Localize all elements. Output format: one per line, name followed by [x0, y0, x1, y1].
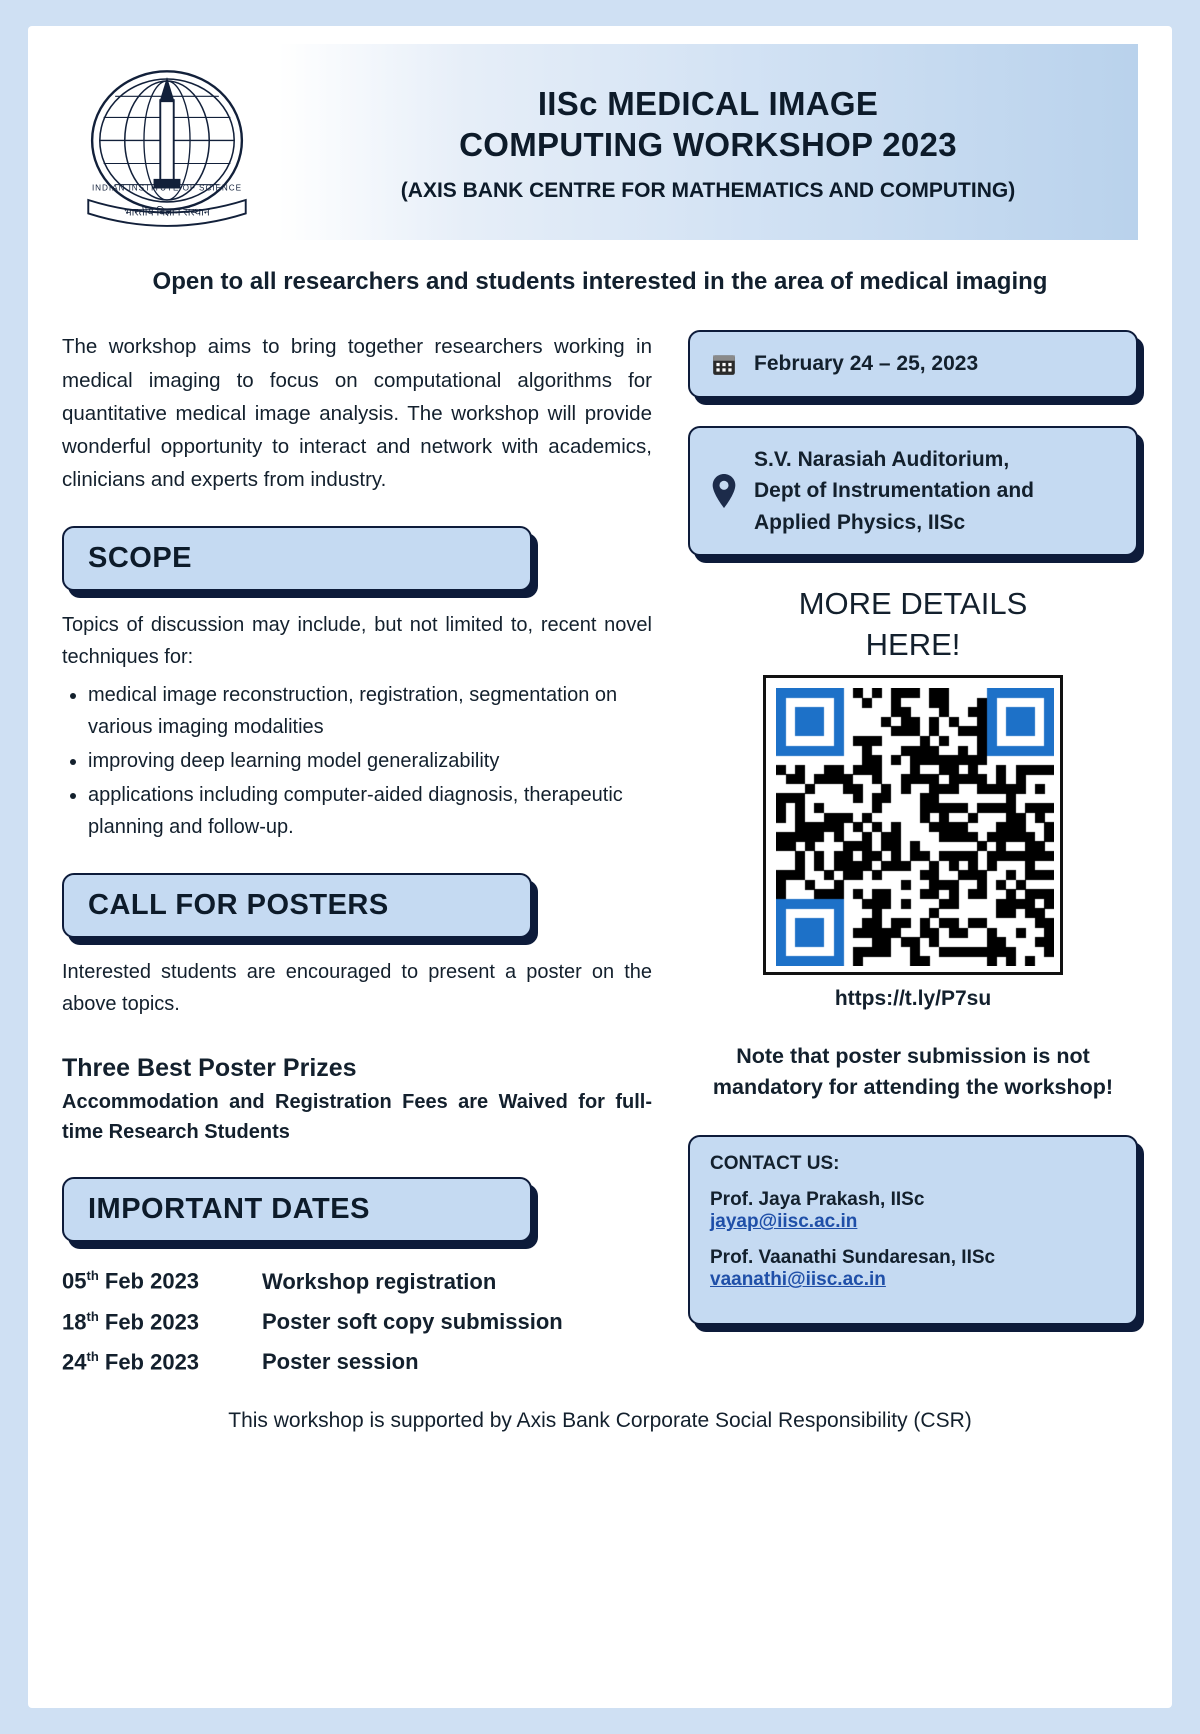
title-line-1: IISc MEDICAL IMAGE	[537, 84, 879, 122]
iisc-logo-icon	[71, 54, 263, 250]
date-row	[62, 1268, 652, 1294]
venue-line-1: S.V. Narasiah Auditorium,	[754, 447, 1010, 471]
date-number: 18	[62, 1309, 87, 1335]
title-centre-name: (AXIS BANK CENTRE FOR MATHEMATICS AND COMPUTING)	[400, 179, 1016, 203]
scope-lead-text: Topics of discussion may include, but not limited to, recent novel techniques for:	[62, 614, 652, 669]
important-dates-list	[62, 1268, 652, 1375]
contact-box	[688, 1135, 1138, 1325]
list-item: • applications including computer-aided diagnosis, therapeutic planning and follow-up.	[88, 779, 652, 843]
date-label: Poster soft copy submission	[262, 1309, 563, 1335]
scope-bullet-list	[62, 679, 652, 843]
date-label: Poster session	[262, 1349, 419, 1375]
scope-banner-label: SCOPE	[88, 542, 193, 575]
prize-text: Accommodation and Registration Fees are Waived for full-time Research Students	[62, 1091, 652, 1144]
right-column	[688, 330, 1138, 1389]
poster-header	[62, 44, 1138, 252]
date-number: 24	[62, 1349, 87, 1375]
venue-text	[754, 444, 1034, 539]
page-title	[296, 83, 1120, 166]
workshop-dates-text: February 24 – 25, 2023	[754, 352, 979, 376]
left-column	[62, 330, 652, 1389]
content-columns	[62, 330, 1138, 1389]
date-suffix: th	[86, 1349, 99, 1365]
open-to-all-line: Open to all researchers and students interested in the area of medical imaging	[152, 268, 1048, 295]
date-value	[62, 1349, 262, 1375]
date-month-year: Feb 2023	[98, 1349, 200, 1375]
call-for-posters-label: CALL FOR POSTERS	[88, 889, 389, 922]
important-dates-banner	[62, 1177, 532, 1242]
date-month-year: Feb 2023	[98, 1268, 200, 1294]
qr-container	[688, 675, 1138, 975]
date-suffix: th	[86, 1268, 99, 1284]
venue-line-2: Dept of Instrumentation and	[754, 479, 1034, 503]
poster-submission-note: Note that poster submission is not mandatory for attending the workshop!	[712, 1043, 1114, 1100]
date-label: Workshop registration	[262, 1268, 497, 1294]
date-month-year: Feb 2023	[98, 1309, 200, 1335]
prize-title: Three Best Poster Prizes	[62, 1054, 357, 1083]
list-item: • improving deep learning model generalizability	[88, 745, 652, 777]
contact-email-link[interactable]: jayap@iisc.ac.in	[710, 1211, 858, 1233]
calendar-icon	[708, 351, 740, 377]
date-info-box	[688, 330, 1138, 398]
date-row	[62, 1309, 652, 1335]
date-row	[62, 1349, 652, 1375]
location-pin-icon	[708, 474, 740, 508]
title-band	[278, 44, 1138, 240]
venue-info-box	[688, 426, 1138, 557]
date-value	[62, 1309, 262, 1335]
contact-heading: CONTACT US:	[710, 1153, 840, 1175]
contact-email-link[interactable]: vaanathi@iisc.ac.in	[710, 1269, 886, 1291]
title-line-2: COMPUTING WORKSHOP 2023	[459, 126, 957, 163]
venue-line-3: Applied Physics, IISc	[754, 510, 966, 534]
call-for-posters-banner	[62, 873, 532, 938]
poster-sheet	[28, 26, 1172, 1708]
qr-code[interactable]	[763, 675, 1063, 975]
more-details-line-1: MORE DETAILS	[798, 586, 1028, 622]
important-dates-label: IMPORTANT DATES	[88, 1193, 370, 1226]
date-value	[62, 1268, 262, 1294]
qr-url-text[interactable]: https://t.ly/P7su	[834, 986, 992, 1010]
contact-name: Prof. Vaanathi Sundaresan, IISc	[710, 1247, 996, 1269]
footer-support-text: This workshop is supported by Axis Bank Corporate Social Responsibility (CSR)	[228, 1409, 972, 1433]
svg-text:INDIAN INSTITUTE OF SCIENCE: INDIAN INSTITUTE OF SCIENCE	[91, 183, 243, 193]
contact-name: Prof. Jaya Prakash, IISc	[710, 1189, 925, 1211]
date-number: 05	[62, 1268, 87, 1294]
more-details-line-2: HERE!	[865, 626, 961, 662]
more-details-heading	[688, 584, 1138, 665]
svg-text:भारतीय विज्ञान संस्थान: भारतीय विज्ञान संस्थान	[124, 206, 210, 219]
logo-container	[62, 44, 272, 250]
date-suffix: th	[86, 1308, 99, 1324]
call-for-posters-text: Interested students are encouraged to present a poster on the above topics.	[62, 961, 652, 1016]
list-item: • medical image reconstruction, registration, segmentation on various imaging modalities	[88, 679, 652, 743]
scope-banner	[62, 526, 532, 591]
intro-paragraph: The workshop aims to bring together researchers working in medical imaging to focus on computational algorithms for quantitative medical image analysis. The workshop will provide wonderful opportunity to interact and network with academics, clinicians and experts from industry.	[62, 335, 652, 492]
